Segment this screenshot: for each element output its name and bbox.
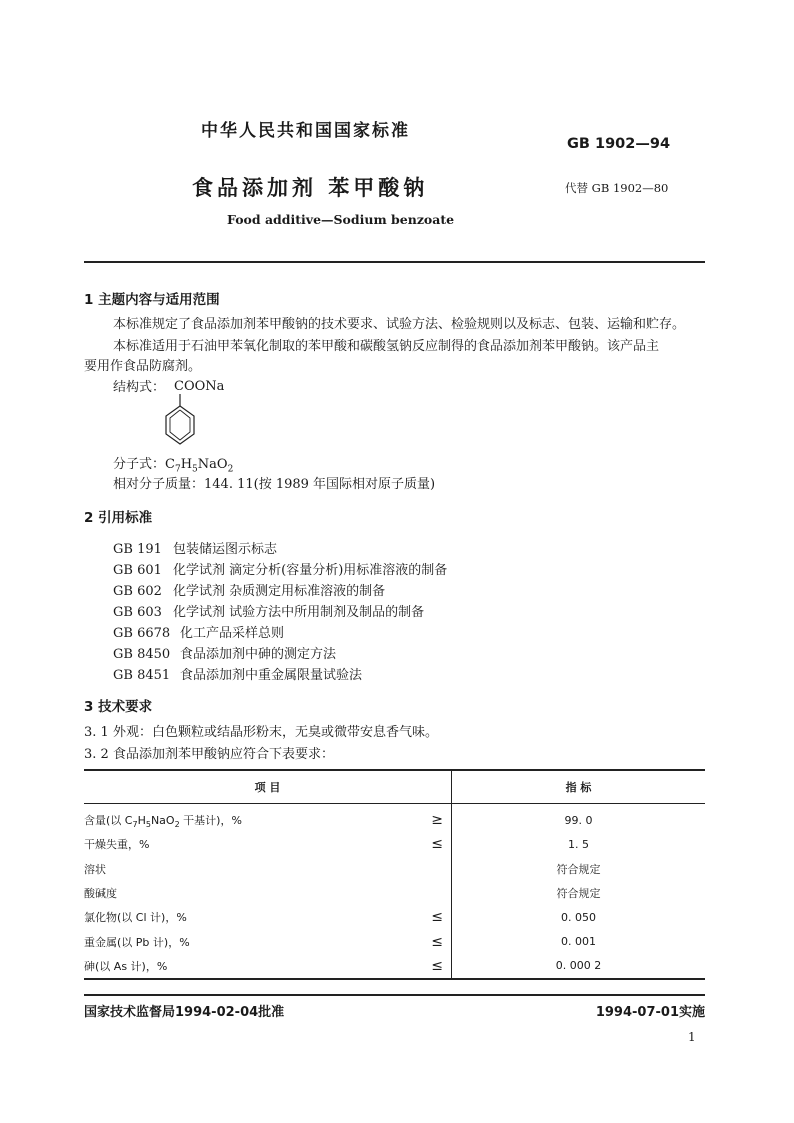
reference-title: 化学试剂 杂质测定用标准溶液的制备 [173,584,386,599]
reference-item [113,580,385,599]
row-operator: ≤ [431,909,443,926]
row-value: 99. 0 [452,804,706,833]
row-item-name: 干燥失重，% [84,838,150,852]
table-row [84,954,705,979]
row-value: 0. 000 2 [452,954,706,979]
reference-code: GB 603 [113,605,162,620]
standard-code: GB 1902—94 [567,136,671,152]
item-3-1: 3. 1 外观：白色颗粒或结晶形粉末，无臭或微带安息香气味。 [84,725,438,740]
row-item-name: 氯化物(以 Cl 计)，% [84,911,187,925]
effective-date: 1994-07-01实施 [595,1005,705,1020]
row-item-name: 含量(以 $C_7H_5NaO_2$ 干基计)，% [84,813,242,829]
row-value: 0. 050 [452,905,706,929]
header-rule [84,261,705,263]
english-title: Food additive—Sodium benzoate [227,212,455,227]
reference-title: 食品添加剂中重金属限量试验法 [180,668,363,683]
column-header-spec: 指 标 [452,770,706,804]
requirements-table [84,769,705,980]
reference-code: GB 602 [113,584,162,599]
document-title: 食品添加剂 苯甲酸钠 [192,176,429,200]
row-value: 符合规定 [452,857,706,881]
footer-rule [84,994,705,996]
approval-date: 国家技术监督局1994-02-04批准 [84,1005,285,1020]
reference-item [113,601,424,620]
molar-mass: 相对分子质量：144. 11(按 1989 年国际相对原子质量) [113,477,436,492]
row-item-name: 酸碱度 [84,887,117,901]
reference-title: 食品添加剂中砷的测定方法 [180,647,337,662]
row-item-name: 砷(以 As 计)，% [84,954,384,979]
page-number: 1 [688,1030,696,1044]
row-value: 符合规定 [452,881,706,905]
replaces-note: 代替 GB 1902—80 [565,181,669,195]
row-value: 1. 5 [452,832,706,856]
structure-group: COONa [174,379,225,394]
row-item-name: 重金属(以 Pb 计)，% [84,935,190,949]
row-operator: ≤ [384,954,452,979]
reference-code: GB 601 [113,563,162,578]
table-row [84,832,705,856]
reference-item [113,664,362,683]
section-1-para1: 本标准规定了食品添加剂苯甲酸钠的技术要求、试验方法、检验规则以及标志、包装、运输和贮存。 [113,317,686,332]
reference-title: 化工产品采样总则 [180,626,285,641]
reference-code: GB 8451 [113,668,171,683]
reference-title: 包装储运图示标志 [173,542,278,557]
item-3-2: 3. 2 食品添加剂苯甲酸钠应符合下表要求： [84,747,334,762]
table-row [84,804,705,833]
reference-title: 化学试剂 滴定分析(容量分析)用标准溶液的制备 [173,563,448,578]
row-item-name: 溶状 [84,862,106,876]
reference-code: GB 6678 [113,626,171,641]
row-operator: ≤ [431,933,443,950]
section-1-heading: 1 主题内容与适用范围 [84,292,220,308]
row-operator: ≤ [431,836,443,853]
section-1-para2-line2: 要用作食品防腐剂。 [84,359,202,374]
reference-item [113,622,284,641]
table-header-row [84,770,705,804]
reference-code: GB 8450 [113,647,171,662]
reference-item [113,559,447,578]
row-operator: ≥ [431,812,443,829]
section-2-heading: 2 引用标准 [84,510,153,526]
column-header-item: 项 目 [84,770,452,804]
section-1-para2-line1: 本标准适用于石油甲苯氧化制取的苯甲酸和碳酸氢钠反应制得的食品添加剂苯甲酸钠。该产品主 [113,339,660,354]
benzene-ring-diagram [160,394,200,454]
structure-label: 结构式： [113,380,166,395]
reference-title: 化学试剂 试验方法中所用制剂及制品的制备 [173,605,425,620]
section-3-heading: 3 技术要求 [84,699,153,715]
reference-code: GB 191 [113,542,162,557]
reference-item [113,538,277,557]
reference-item [113,643,336,662]
table-row [84,905,705,929]
table-row [84,881,705,905]
table-row [84,929,705,953]
row-operator [384,857,452,881]
national-standard-heading: 中华人民共和国国家标准 [201,121,410,141]
row-operator [384,881,452,905]
row-value: 0. 001 [452,929,706,953]
formula-value: $C_7H_5NaO_2$ [165,457,234,475]
table-row [84,857,705,881]
formula-label: 分子式： [113,457,166,472]
